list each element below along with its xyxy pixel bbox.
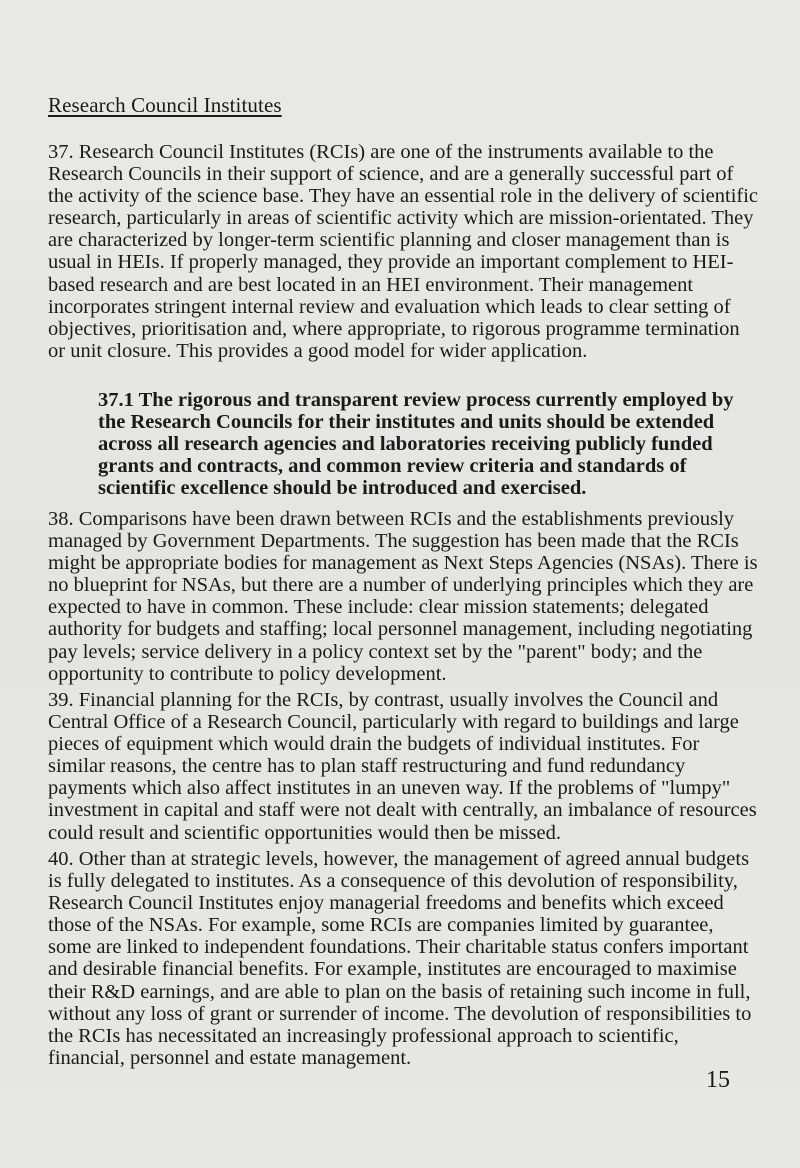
paragraph-38: 38. Comparisons have been drawn between RCIs and the establishments previously managed by Government Departments. The suggestion has been made that the RCIs might be appropriate bodies for management as Next Steps Agencies (NSAs). There is no blueprint for NSAs, but there are a number of underlying principles which they are expected to have in common. These include: clear mission statements; delegated authority for budgets and staffing; local personnel management, including negotiating pay levels; service delivery in a policy context set by the "parent" body; and the opportunity to contribute to policy development. xyxy=(48,508,758,685)
paragraph-40: 40. Other than at strategic levels, however, the management of agreed annual budgets is fully delegated to institutes. As a consequence of this devolution of responsibility, Research Council Institutes enjoy managerial freedoms and benefits which exceed those of the NSAs. For example, some RCIs are companies limited by guarantee, some are linked to independent foundations. Their charitable status confers important and desirable financial benefits. For example, institutes are encouraged to maximise their R&D earnings, and are able to plan on the basis of retaining such income in full, without any loss of grant or surrender of income. The devolution of responsibilities to the RCIs has necessitated an increasingly professional approach to scientific, financial, personnel and estate management. xyxy=(48,848,752,1069)
paragraph-37: 37. Research Council Institutes (RCIs) are one of the instruments available to the Research Councils in their support of science, and are a generally successful part of the activity of the science base. They have an essential role in the delivery of scientific research, particularly in areas of scientific activity which are mission-orientated. They are characterized by longer-term scientific planning and closer management than is usual in HEIs. If properly managed, they provide an important complement to HEI-based research and are best located in an HEI environment. Their management incorporates stringent internal review and evaluation which leads to clear setting of objectives, prioritisation and, where appropriate, to rigorous programme termination or unit closure. This provides a good model for wider application. xyxy=(48,141,759,362)
paragraph-39: 39. Financial planning for the RCIs, by contrast, usually involves the Council and Central Office of a Research Council, particularly with regard to buildings and large pieces of equipment which would drain the budgets of individual institutes. For similar reasons, the centre has to plan staff restructuring and fund redundancy payments which also affect institutes in an uneven way. If the problems of "lumpy" investment in capital and staff were not dealt with centrally, an imbalance of resources could result and scientific opportunities would then be missed. xyxy=(48,689,757,844)
section-heading: Research Council Institutes xyxy=(48,93,282,117)
recommendation-37-1: 37.1 The rigorous and transparent review process currently employed by the Research Councils for their institutes and units should be extended across all research agencies and laboratories receiving publicly funded grants and contracts, and common review criteria and standards of scientific excellence should be introduced and exercised. xyxy=(98,389,734,500)
page-number: 15 xyxy=(706,1067,730,1093)
